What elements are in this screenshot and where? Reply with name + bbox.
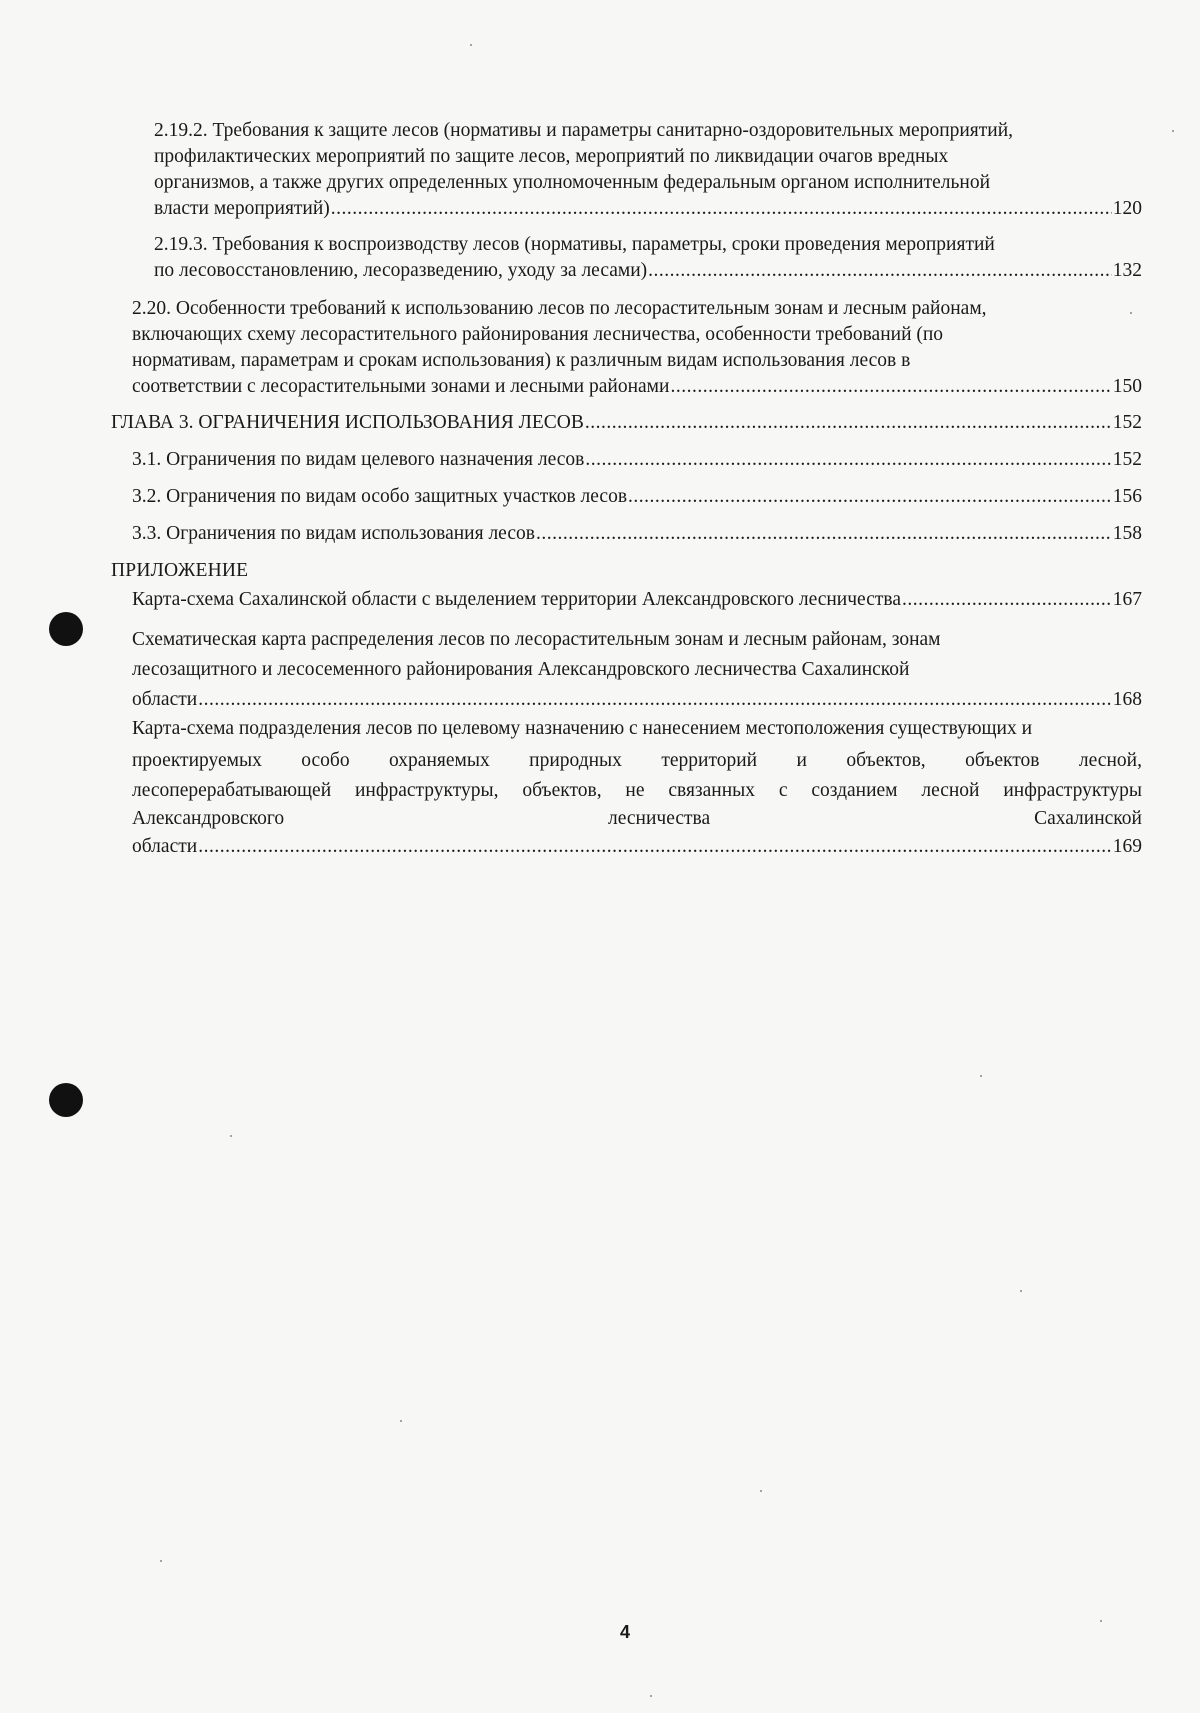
- word: связанных: [668, 780, 755, 801]
- leader-dots: [585, 447, 1111, 473]
- toc-page-number: 132: [1112, 260, 1142, 281]
- leader-dots: [902, 587, 1112, 613]
- toc-3-1[interactable]: [132, 447, 1142, 473]
- toc-entry-text: 3.3. Ограничения по видам использования лесов: [132, 523, 535, 544]
- toc-entry-text: соответствии с лесорастительными зонами и лесными районами: [132, 376, 670, 397]
- toc-3-3[interactable]: [132, 521, 1142, 547]
- toc-entry-text: по лесовосстановлению, лесоразведению, уходу за лесами): [154, 260, 648, 281]
- toc-page-number: 150: [1112, 376, 1142, 397]
- leader-dots: [536, 521, 1112, 547]
- toc-page-number: 152: [1112, 449, 1142, 470]
- toc-2-19-3-line-2[interactable]: [154, 258, 1142, 284]
- toc-2-19-2-line-1: 2.19.2. Требования к защите лесов (нормативы и параметры санитарно-оздоровительных мероприятий,: [154, 120, 1014, 141]
- toc-2-19-3-line-1: 2.19.3. Требования к воспроизводству лесов (нормативы, параметры, сроки проведения мероприятий: [154, 234, 995, 255]
- word: объектов: [965, 750, 1040, 771]
- toc-entry-text: области: [132, 689, 198, 710]
- punch-hole: [49, 612, 83, 646]
- toc-2-19-2-line-4[interactable]: [154, 196, 1142, 222]
- toc-appendix-3-line-4: [132, 806, 1142, 832]
- word: объектов,: [522, 780, 602, 801]
- leader-dots: [198, 834, 1112, 860]
- toc-2-20-line-2: включающих схему лесорастительного районирования лесничества, особенности требований (по: [132, 324, 944, 345]
- toc-appendix-1[interactable]: [132, 587, 1142, 613]
- toc-3-2[interactable]: [132, 484, 1142, 510]
- word: проектируемых: [132, 750, 262, 771]
- toc-entry-text: власти мероприятий): [154, 198, 330, 219]
- toc-appendix-3-line-2: [132, 748, 1142, 774]
- toc-appendix-2-line-3[interactable]: [132, 687, 1142, 713]
- leader-dots: [670, 374, 1111, 400]
- toc-appendix-3-line-5[interactable]: [132, 834, 1142, 860]
- word: Сахалинской: [1034, 808, 1142, 829]
- word: инфраструктуры: [1003, 780, 1142, 801]
- scan-speck: [470, 44, 472, 46]
- toc-entry-text: Карта-схема Сахалинской области с выделением территории Александровского лесничества: [132, 589, 901, 610]
- word: охраняемых: [389, 750, 490, 771]
- word: лесной: [921, 780, 980, 801]
- toc-chapter-3[interactable]: [111, 410, 1142, 436]
- toc-entry-text: 3.2. Ограничения по видам особо защитных участков лесов: [132, 486, 628, 507]
- word: лесничества: [608, 808, 711, 829]
- toc-appendix-3-line-1: Карта-схема подразделения лесов по целевому назначению с нанесением местоположения существующих и: [132, 718, 1033, 739]
- toc-entry-text: 3.1. Ограничения по видам целевого назначения лесов: [132, 449, 585, 470]
- appendix-heading: ПРИЛОЖЕНИЕ: [111, 560, 249, 581]
- toc-page-number: 152: [1112, 412, 1142, 433]
- toc-2-19-2-line-2: профилактических мероприятий по защите лесов, мероприятий по ликвидации очагов вредных: [154, 146, 949, 167]
- leader-dots: [331, 196, 1112, 222]
- scan-speck: [400, 1420, 402, 1422]
- toc-page-number: 120: [1112, 198, 1142, 219]
- toc-page-number: 156: [1112, 486, 1142, 507]
- word: с: [778, 780, 788, 801]
- word: природных: [529, 750, 622, 771]
- toc-page-number: 169: [1112, 836, 1142, 857]
- toc-2-20-line-4[interactable]: [132, 374, 1142, 400]
- word: объектов,: [846, 750, 926, 771]
- toc-2-19-2-line-3: организмов, а также других определенных уполномоченным федеральным органом исполнительной: [154, 172, 991, 193]
- punch-hole: [49, 1083, 83, 1117]
- word: особо: [301, 750, 350, 771]
- scan-speck: [1020, 1290, 1022, 1292]
- toc-page-number: 168: [1112, 689, 1142, 710]
- toc-appendix-2-line-2: лесозащитного и лесосеменного районирования Александровского лесничества Сахалинской: [132, 659, 910, 680]
- toc-2-20-line-1: 2.20. Особенности требований к использованию лесов по лесорастительным зонам и лесным районам,: [132, 298, 987, 319]
- page-number: 4: [620, 1622, 631, 1642]
- leader-dots: [628, 484, 1112, 510]
- chapter-heading: ГЛАВА 3. ОГРАНИЧЕНИЯ ИСПОЛЬЗОВАНИЯ ЛЕСОВ: [111, 412, 584, 433]
- word: Александровского: [132, 808, 285, 829]
- scan-speck: [1130, 312, 1132, 314]
- toc-page-number: 158: [1112, 523, 1142, 544]
- scan-speck: [1100, 1620, 1102, 1622]
- toc-appendix-2-line-1: Схематическая карта распределения лесов по лесорастительным зонам и лесным районам, зонам: [132, 629, 941, 650]
- scan-speck: [160, 1560, 162, 1562]
- leader-dots: [198, 687, 1112, 713]
- toc-2-20-line-3: нормативам, параметрам и срокам использования) к различным видам использования лесов в: [132, 350, 911, 371]
- toc-entry-text: области: [132, 836, 198, 857]
- scan-speck: [980, 1075, 982, 1077]
- scan-speck: [760, 1490, 762, 1492]
- toc-appendix-3-line-3: [132, 778, 1142, 804]
- word: инфраструктуры,: [354, 780, 499, 801]
- scan-speck: [650, 1695, 652, 1697]
- toc-page-number: 167: [1112, 589, 1142, 610]
- scan-speck: [1172, 130, 1174, 132]
- leader-dots: [585, 410, 1112, 436]
- word: лесной,: [1078, 750, 1142, 771]
- word: созданием: [811, 780, 898, 801]
- word: не: [625, 780, 645, 801]
- leader-dots: [648, 258, 1112, 284]
- word: лесоперерабатывающей: [132, 780, 332, 801]
- scan-speck: [230, 1135, 232, 1137]
- word: территорий: [661, 750, 758, 771]
- word: и: [796, 750, 807, 771]
